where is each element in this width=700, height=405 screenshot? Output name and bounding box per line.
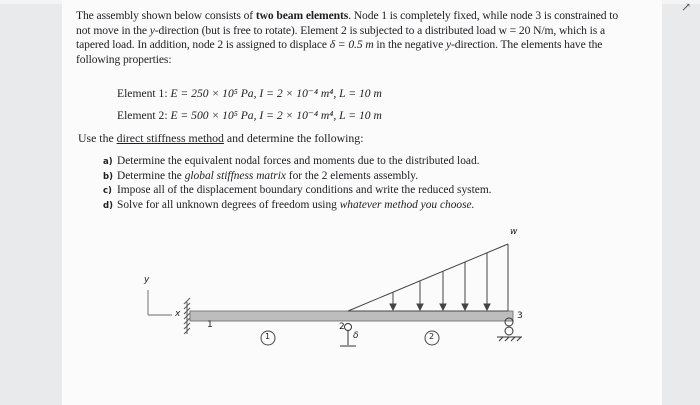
node-3-label: 3 — [517, 311, 523, 321]
element-2-properties: Element 2: E = 500 × 10⁵ Pa, I = 2 × 10⁻⁴ m⁴, L = 10 m — [117, 109, 382, 122]
load-arrows — [390, 253, 490, 310]
axis-y-label: y — [144, 275, 150, 285]
task-item-d: d) Solve for all unknown degrees of freedom using whatever method you choose. — [103, 198, 475, 211]
element-1-number: 1 — [265, 332, 271, 341]
element-2-number: 2 — [429, 332, 435, 341]
node-1-label: 1 — [207, 320, 213, 330]
node-2-label: 2 — [339, 322, 345, 332]
axes-icon — [148, 290, 172, 315]
element-1-properties: Element 1: E = 250 × 10⁵ Pa, I = 2 × 10⁻⁴ m⁴, L = 10 m — [117, 87, 382, 100]
task-item-c: c) Impose all of the displacement boundary conditions and write the reduced system. — [103, 184, 492, 196]
load-label: w — [510, 227, 518, 237]
task-item-a: a) Determine the equivalent nodal forces and moments due to the distributed load. — [103, 155, 480, 167]
distributed-load — [348, 244, 508, 311]
delta-label: δ — [353, 331, 359, 341]
instruction-line: Use the direct stiffness method and determine the following: — [78, 131, 364, 145]
corner-arrow-icon: ↗ — [681, 0, 692, 14]
task-item-b: b) Determine the global stiffness matrix for the 2 elements assembly. — [103, 169, 419, 182]
fixed-support-icon — [184, 298, 190, 334]
roller-support-icon — [497, 318, 522, 341]
beam — [190, 311, 513, 321]
axis-x-label: x — [175, 309, 181, 319]
problem-statement: The assembly shown below consists of two beam elements. Node 1 is completely fixed, while node 3 is constrained to not move in the y-direction (but is free to rotate). Element 2 is subjected to a distributed load w = 20 N/m, which is a tapered load. In addition, node 2 is assigned to displace δ = 0.5 m in the negative y-direction. The elements have the following properties: — [76, 9, 619, 66]
